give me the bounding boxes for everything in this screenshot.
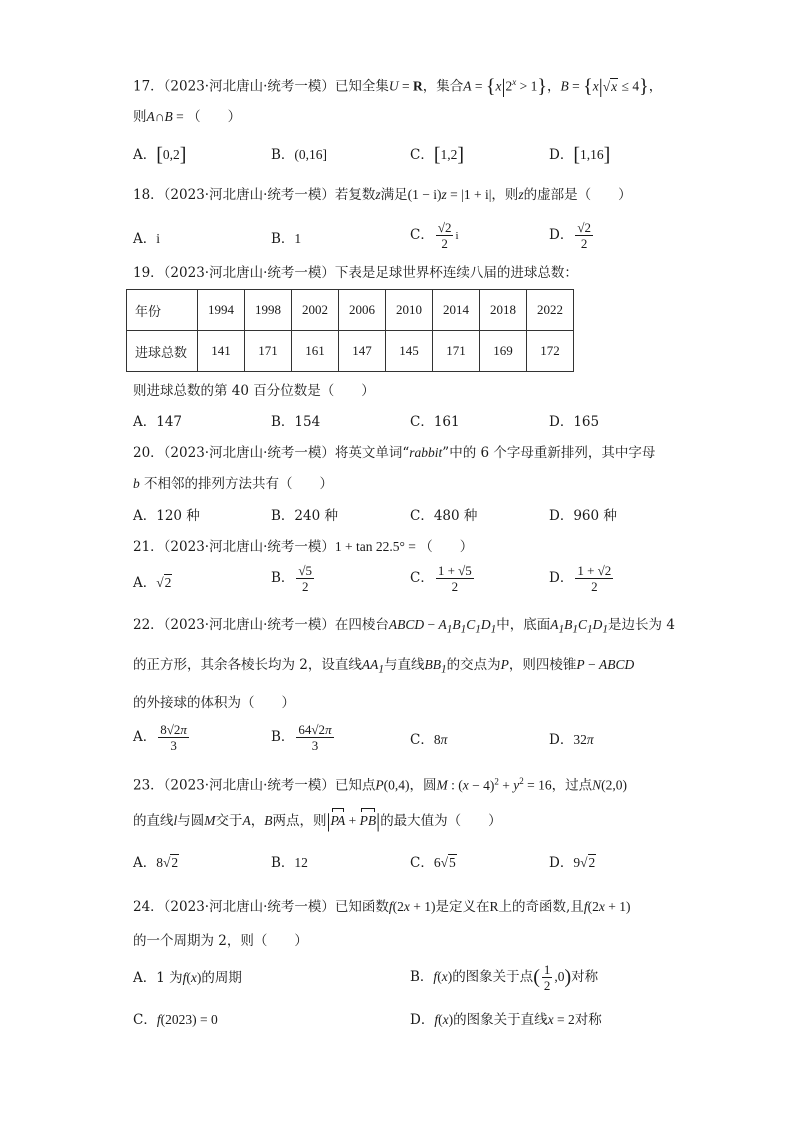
question-19-option-b: B．154: [271, 414, 321, 430]
question-21-option-d: D． $\frac{1 + √2}{2}$: [549, 563, 612, 594]
question-23-option-a: A．8√2: [133, 855, 179, 871]
table-cell-goals: 147: [339, 331, 386, 372]
question-18-option-a: A．i: [133, 231, 161, 247]
question-17-option-b: B．(0,16]: [271, 147, 328, 163]
question-23-option-c: C．6√5: [410, 855, 456, 871]
question-19-option-a: A．147: [133, 414, 183, 430]
question-24-option-c: C．f(2023) = 0: [133, 1012, 218, 1028]
question-22-option-d: D．32π: [549, 732, 594, 748]
table-cell-goals: 161: [292, 331, 339, 372]
table-cell-goals: 172: [527, 331, 574, 372]
table-cell-goals: 141: [198, 331, 245, 372]
question-17-option-a: A．[0,2]: [133, 144, 187, 166]
question-23-option-d: D．9√2: [549, 855, 596, 871]
table-cell-goals: 171: [433, 331, 480, 372]
question-20-option-a: A．120 种: [133, 508, 200, 524]
table-cell-goals: 171: [245, 331, 292, 372]
table-cell-year: 2022: [527, 290, 574, 331]
question-21-stem-line1: 21．（2023·河北唐山·统考一模）1 + tan 22.5° = （ ）: [133, 539, 474, 555]
table-cell-year: 1994: [198, 290, 245, 331]
question-19-option-c: C．161: [410, 414, 460, 430]
question-24-option-d: D．f(x)的图象关于直线x = 2对称: [410, 1012, 602, 1028]
question-20-option-c: C．480 种: [410, 508, 478, 524]
question-18-option-d: D． $\frac{√2}{2}$: [549, 220, 591, 251]
question-17-option-d: D．[1,16]: [549, 144, 611, 166]
question-22-stem-line3: 的外接球的体积为（ ）: [133, 695, 295, 711]
question-20-option-d: D．960 种: [549, 508, 617, 524]
table-cell-goals: 145: [386, 331, 433, 372]
question-19-stem-line2: 则进球总数的第 40 百分位数是（ ）: [133, 383, 375, 399]
question-17-option-c: C．[1,2]: [410, 144, 465, 166]
world-cup-goals-table: [126, 289, 574, 372]
table-cell-year: 2014: [433, 290, 480, 331]
table-cell-year: 2006: [339, 290, 386, 331]
question-24-stem-line2: 的一个周期为 2，则（ ）: [133, 933, 308, 949]
question-18-option-c: C． $\frac{√2}{2}$ i: [410, 220, 459, 251]
question-18-option-b: B．1: [271, 231, 302, 247]
table-cell-year: 2010: [386, 290, 433, 331]
question-21-option-c: C． $\frac{1 + √5}{2}$: [410, 563, 472, 594]
table-row-years: [127, 290, 574, 331]
question-18-stem-line1: 18．（2023·河北唐山·统考一模）若复数z满足(1 − i)z = |1 + i|，则z的虚部是（ ）: [133, 187, 632, 203]
question-20-stem-line2: b 不相邻的排列方法共有（ ）: [133, 476, 334, 492]
question-22-option-b: B． $\frac{64√2\pi}{3}$: [271, 722, 332, 753]
question-19-option-d: D．165: [549, 414, 600, 430]
question-22-stem-line2: 的正方形，其余各棱长均为 2，设直线$AA_1$与直线$BB_1$的交点为P，则四棱锥P − ABCD: [133, 657, 635, 676]
question-21-option-b: B． $\frac{√5}{2}$: [271, 563, 313, 594]
table-cell-year: 2002: [292, 290, 339, 331]
question-17-stem-line1: 17．（2023·河北唐山·统考一模）已知全集U = R，集合$A = \{x|2^x > 1\}$，B = {x|√x ≤ 4}，: [133, 75, 663, 98]
question-24-stem-line1: 24．（2023·河北唐山·统考一模）已知函数f(2x + 1)是定义在R上的奇函数,且f(2x + 1): [133, 899, 631, 915]
table-row-goals: [127, 331, 574, 372]
question-20-option-b: B．240 种: [271, 508, 338, 524]
question-20-stem-line1: 20．（2023·河北唐山·统考一模）将英文单词“rabbit”中的 6 个字母重新排列，其中字母: [133, 445, 656, 461]
question-23-stem-line2: 的直线l与圆M交于A，B两点，则|PA + PB|的最大值为（ ）: [133, 810, 502, 832]
table-cell-goals: 169: [480, 331, 527, 372]
table-cell-year: 2018: [480, 290, 527, 331]
table-cell-year: 1998: [245, 290, 292, 331]
question-23-stem-line1: 23．（2023·河北唐山·统考一模）已知点P(0,4)，圆M : $(x - 4)^2 + y^2 = 16$，过点N(2,0): [133, 776, 627, 794]
table-row-label: 进球总数: [127, 331, 198, 372]
question-24-option-b: B．f(x)的图象关于点( $\frac{1}{2}$ ,0)对称: [410, 962, 599, 993]
question-24-option-a: A．1 为f(x)的周期: [133, 970, 242, 986]
table-row-label: 年份: [127, 290, 198, 331]
question-22-option-c: C．8π: [410, 732, 448, 748]
question-23-option-b: B．12: [271, 855, 308, 871]
question-19-stem-line1: 19．（2023·河北唐山·统考一模）下表是足球世界杯连续八届的进球总数：: [133, 265, 578, 281]
question-21-option-a: A．√2: [133, 575, 172, 591]
question-22-option-a: A． $\frac{8√2\pi}{3}$: [133, 722, 187, 753]
question-17-stem-line2: 则A∩B = （ ）: [133, 109, 242, 125]
question-22-stem-line1: 22．（2023·河北唐山·统考一模）在四棱台ABCD − $A_1B_1C_1D_1$中，底面$A_1B_1C_1D_1$是边长为 4: [133, 617, 675, 636]
